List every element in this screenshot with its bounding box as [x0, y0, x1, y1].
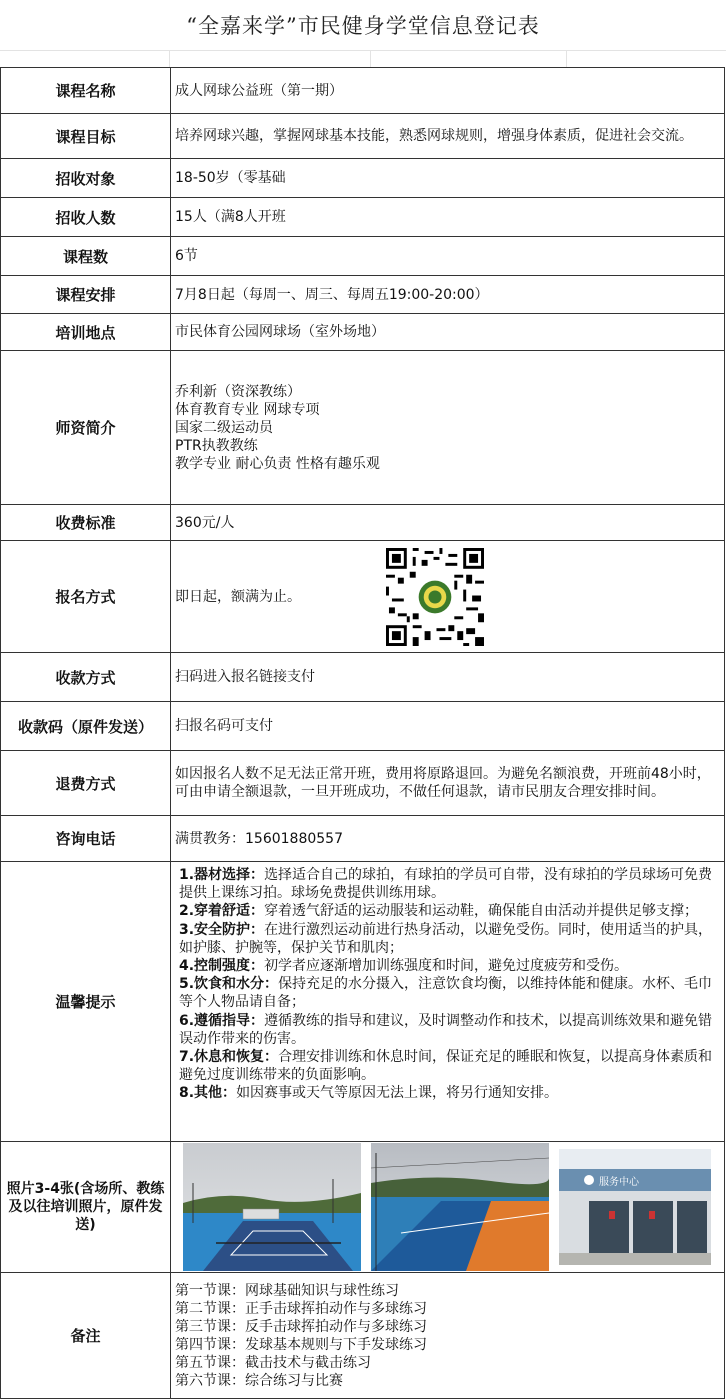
- tip-head: 8.其他：: [179, 1085, 237, 1102]
- row-photos: [1, 1142, 725, 1273]
- notes-label: 备注: [1, 1273, 171, 1399]
- tip-item: [179, 921, 720, 957]
- tip-item: [179, 1012, 720, 1048]
- tip-item: [179, 957, 720, 975]
- tip-item: [179, 1084, 720, 1102]
- pay-code-value: 扫报名码可支付: [171, 702, 725, 751]
- tip-head: 1.器材选择：: [179, 867, 265, 883]
- refund-value: 如因报名人数不足无法正常开班，费用将原路退回。为避免名额浪费，开班前48小时，可由申请全额退款，一旦开班成功，不做任何退款，请市民朋友合理安排时间。: [171, 751, 725, 816]
- qr-code-icon[interactable]: [386, 548, 484, 646]
- refund-label: 退费方式: [1, 751, 171, 816]
- note-line: 第四节课：发球基本规则与下手发球练习: [175, 1336, 427, 1353]
- row-phone: [1, 816, 725, 862]
- course-name-label: 课程名称: [1, 68, 171, 114]
- tip-text: 保持充足的水分摄入，注意饮食均衡，以维持体能和健康。水杯、毛巾等个人物品请自备；: [179, 976, 713, 1011]
- page-title: “全嘉来学”市民健身学堂信息登记表: [186, 14, 540, 38]
- registration-table: [0, 67, 725, 1399]
- tip-text: 遵循教练的指导和建议，及时调整动作和技术，以提高训练效果和避免错误动作带来的伤害。: [179, 1012, 713, 1047]
- service-center-sign: 服务中心: [599, 1177, 639, 1188]
- sessions-value: 6节: [171, 237, 725, 276]
- teacher-line: 乔利新（资深教练）: [175, 383, 301, 400]
- course-goal-value: 培养网球兴趣，掌握网球基本技能，熟悉网球规则，增强身体素质，促进社会交流。: [171, 114, 725, 159]
- row-payment: [1, 653, 725, 702]
- tip-head: 6.遵循指导：: [179, 1012, 265, 1029]
- spreadsheet-grid-strip: [0, 50, 726, 68]
- tip-head: 3.安全防护：: [179, 921, 265, 938]
- sessions-label: 课程数: [1, 237, 171, 276]
- row-sessions: [1, 237, 725, 276]
- tip-text: 在进行激烈运动前进行热身活动，以避免受伤。同时，使用适当的护具，如护膝、护腕等，保护关节和肌肉；: [179, 921, 713, 956]
- headcount-value: 15人（满8人开班: [171, 198, 725, 237]
- row-schedule: [1, 276, 725, 314]
- row-fee: [1, 505, 725, 541]
- teacher-value: [171, 351, 725, 505]
- note-line: 第五节课：截击技术与截击练习: [175, 1354, 371, 1371]
- teacher-line: PTR执教教练: [175, 437, 258, 454]
- tips-list: [175, 862, 724, 1103]
- course-goal-label: 课程目标: [1, 114, 171, 159]
- teacher-line: 教学专业 耐心负责 性格有趣乐观: [175, 455, 380, 472]
- row-refund: [1, 751, 725, 816]
- teacher-line: 国家二级运动员: [175, 419, 273, 436]
- row-tips: [1, 862, 725, 1142]
- notes-value: [171, 1273, 725, 1399]
- phone-value: 满贯教务：15601880557: [171, 816, 725, 862]
- tip-text: 穿着透气舒适的运动服装和运动鞋，确保能自由活动并提供足够支撑；: [264, 903, 699, 920]
- tip-text: 选择适合自己的球拍，有球拍的学员可自带，没有球拍的学员球场可免费提供上课练习拍。球场免费提供训练用球。: [179, 867, 713, 902]
- signup-label: 报名方式: [1, 541, 171, 653]
- photos-label: 照片3-4张(含场所、教练及以往培训照片，原件发送): [1, 1142, 171, 1273]
- row-teacher: [1, 351, 725, 505]
- tip-item: [179, 902, 720, 920]
- teacher-label: 师资简介: [1, 351, 171, 505]
- phone-label: 咨询电话: [1, 816, 171, 862]
- row-course-goal: [1, 114, 725, 159]
- row-course-name: [1, 68, 725, 114]
- tip-text: 合理安排训练和休息时间，保证充足的睡眠和恢复，以提高身体素质和避免过度训练带来的负面影响。: [179, 1049, 713, 1084]
- note-line: 第三节课：反手击球挥拍动作与多球练习: [175, 1318, 427, 1335]
- headcount-label: 招收人数: [1, 198, 171, 237]
- location-label: 培训地点: [1, 314, 171, 351]
- note-line: 第二节课：正手击球挥拍动作与多球练习: [175, 1300, 427, 1317]
- tip-head: 4.控制强度：: [179, 958, 265, 975]
- tip-head: 7.休息和恢复：: [179, 1049, 279, 1066]
- payment-value: 扫码进入报名链接支付: [171, 653, 725, 702]
- row-headcount: [1, 198, 725, 237]
- row-signup: [1, 541, 725, 653]
- teacher-line: 体育教育专业 网球专项: [175, 401, 320, 418]
- fee-value: 360元/人: [171, 505, 725, 541]
- signup-value: 即日起，额满为止。: [175, 588, 301, 605]
- note-line: 第一节课：网球基础知识与球性练习: [175, 1282, 399, 1299]
- row-location: [1, 314, 725, 351]
- tip-item: [179, 1048, 720, 1084]
- target-value: 18-50岁（零基础: [171, 159, 725, 198]
- payment-label: 收款方式: [1, 653, 171, 702]
- tip-text: 如因赛事或天气等原因无法上课，将另行通知安排。: [236, 1085, 559, 1102]
- target-label: 招收对象: [1, 159, 171, 198]
- row-target: [1, 159, 725, 198]
- pay-code-label: 收款码（原件发送）: [1, 702, 171, 751]
- tips-label: 温馨提示: [1, 862, 171, 1142]
- tip-item: [179, 975, 720, 1011]
- location-value: 市民体育公园网球场（室外场地）: [171, 314, 725, 351]
- schedule-label: 课程安排: [1, 276, 171, 314]
- note-line: 第六节课：综合练习与比赛: [175, 1372, 343, 1389]
- course-name-value: 成人网球公益班（第一期）: [171, 68, 725, 114]
- row-pay-code: [1, 702, 725, 751]
- tennis-court-photo-2[interactable]: [371, 1143, 549, 1271]
- schedule-value: 7月8日起（每周一、周三、每周五19:00-20:00）: [171, 276, 725, 314]
- tip-text: 初学者应逐渐增加训练强度和时间，避免过度疲劳和受伤。: [264, 958, 629, 975]
- row-notes: [1, 1273, 725, 1399]
- fee-label: 收费标准: [1, 505, 171, 541]
- tip-head: 2.穿着舒适：: [179, 903, 265, 920]
- tip-item: [179, 866, 720, 902]
- tip-head: 5.饮食和水分：: [179, 976, 279, 993]
- service-center-photo[interactable]: [559, 1149, 711, 1265]
- tennis-court-photo-1[interactable]: [183, 1143, 361, 1271]
